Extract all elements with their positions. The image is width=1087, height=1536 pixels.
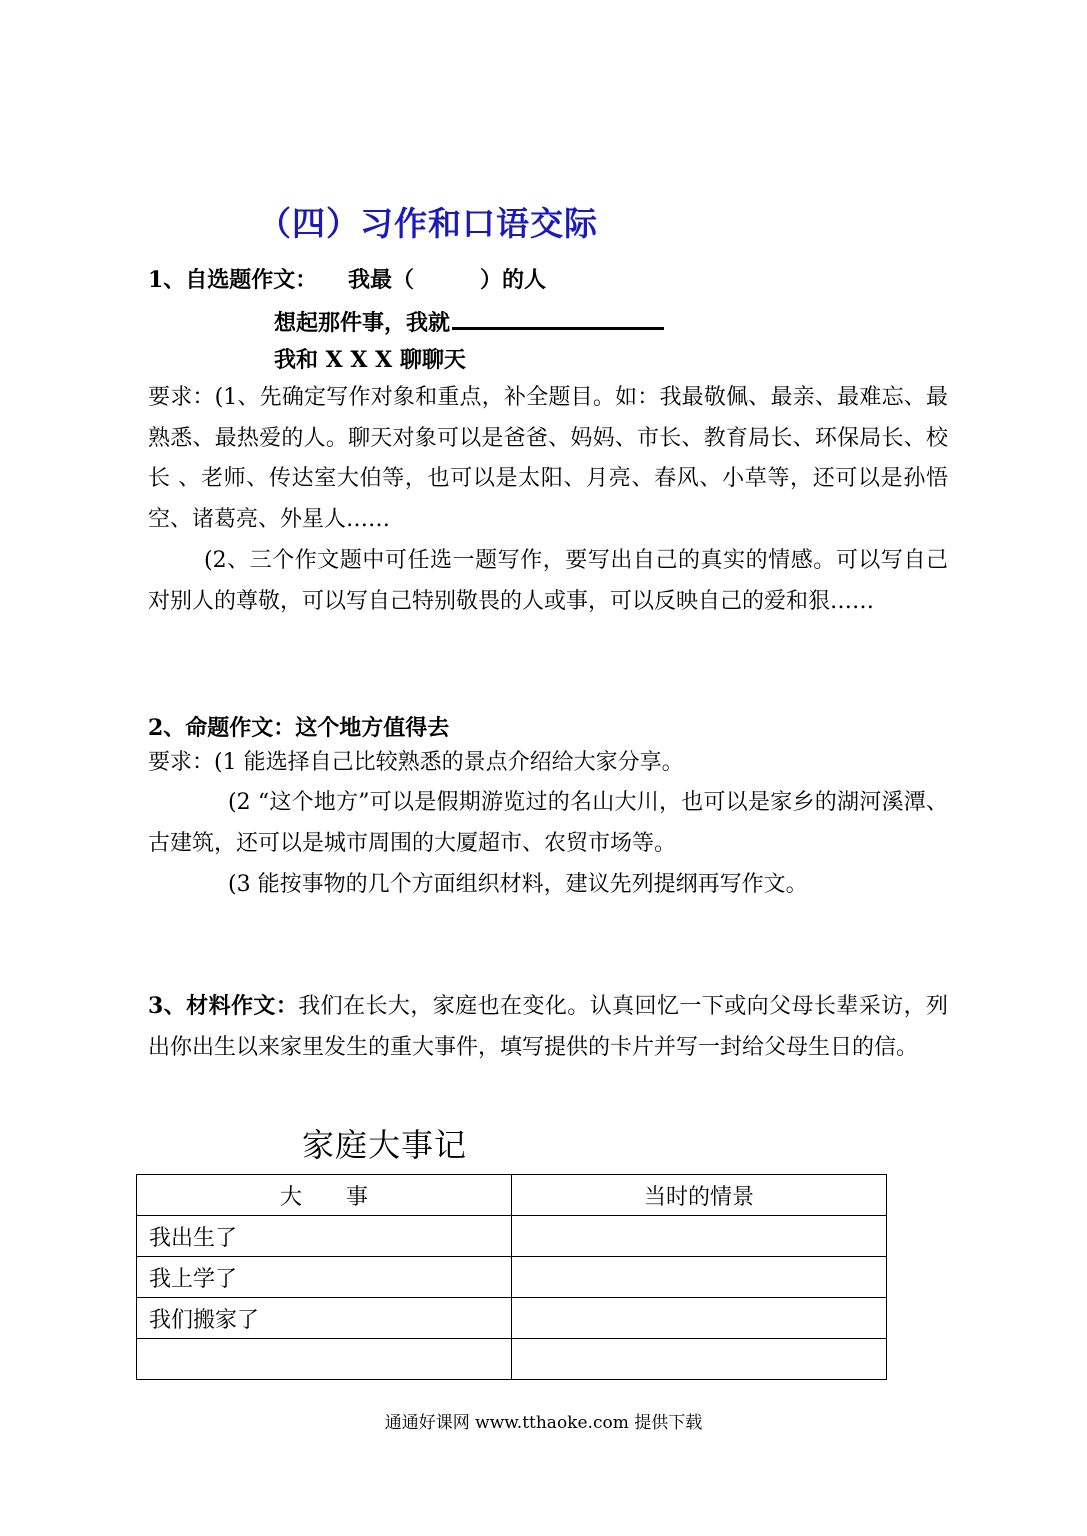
page-footer: 通通好课网 www.tthaoke.com 提供下载 xyxy=(384,1413,703,1433)
q3-label: 3、材料作文： xyxy=(148,993,299,1019)
family-events-table xyxy=(136,1174,887,1380)
q2-title: 2、命题作文：这个地方值得去 xyxy=(148,715,450,741)
table-row xyxy=(137,1216,887,1257)
event-cell xyxy=(137,1339,512,1380)
section-title: （四）习作和口语交际 xyxy=(258,204,598,243)
table-row xyxy=(137,1298,887,1339)
q2-requirement-2: (2 “这个地方”可以是假期游览过的名山大川，也可以是家乡的湖河溪潭、古建筑，还可以是城市周围的大厦超市、农贸市场等。 xyxy=(148,790,948,856)
q1-topic-2-text: 想起那件事，我就 xyxy=(274,310,451,336)
q2-requirement-3: (3 能按事物的几个方面组织材料，建议先列提纲再写作文。 xyxy=(228,872,808,897)
q1-topic-1: 我最（ ）的人 xyxy=(348,267,547,293)
event-cell: 我们搬家了 xyxy=(137,1298,512,1339)
q1-topic-2 xyxy=(274,305,664,337)
scene-cell xyxy=(512,1216,887,1257)
table-row xyxy=(137,1257,887,1298)
scene-cell xyxy=(512,1257,887,1298)
table-row xyxy=(137,1339,887,1380)
q1-requirement-1: 要求：(1、先确定写作对象和重点，补全题目。如：我最敬佩、最亲、最难忘、最熟悉、最热爱的人。聊天对象可以是爸爸、妈妈、市长、教育局长、环保局长、校长 、老师、传达室大伯等，也可以是太阳、月亮、春风、小草等，还可以是孙悟空、诸葛亮、外星人…… xyxy=(148,385,948,532)
table-title: 家庭大事记 xyxy=(302,1126,468,1164)
q1-topic-3: 我和 X X X 聊聊天 xyxy=(274,347,466,373)
table-header-row xyxy=(137,1175,887,1216)
header-events: 大 事 xyxy=(137,1175,512,1216)
event-cell: 我出生了 xyxy=(137,1216,512,1257)
header-scene: 当时的情景 xyxy=(512,1175,887,1216)
q1-requirement-2: (2、三个作文题中可任选一题写作，要写出自己的真实的情感。可以写自己对别人的尊敬，可以写自己特别敬畏的人或事，可以反映自己的爱和狠…… xyxy=(148,548,948,614)
scene-cell xyxy=(512,1298,887,1339)
q3-text: 我们在长大，家庭也在变化。认真回忆一下或向父母长辈采访，列出你出生以来家里发生的重大事件，填写提供的卡片并写一封给父母生日的信。 xyxy=(148,994,948,1060)
q3-paragraph xyxy=(148,986,948,1068)
q2-requirement-1: 要求：(1 能选择自己比较熟悉的景点介绍给大家分享。 xyxy=(148,750,684,775)
fill-in-blank-line xyxy=(452,305,664,330)
q1-label: 1、自选题作文： xyxy=(148,267,318,293)
scene-cell xyxy=(512,1339,887,1380)
event-cell: 我上学了 xyxy=(137,1257,512,1298)
